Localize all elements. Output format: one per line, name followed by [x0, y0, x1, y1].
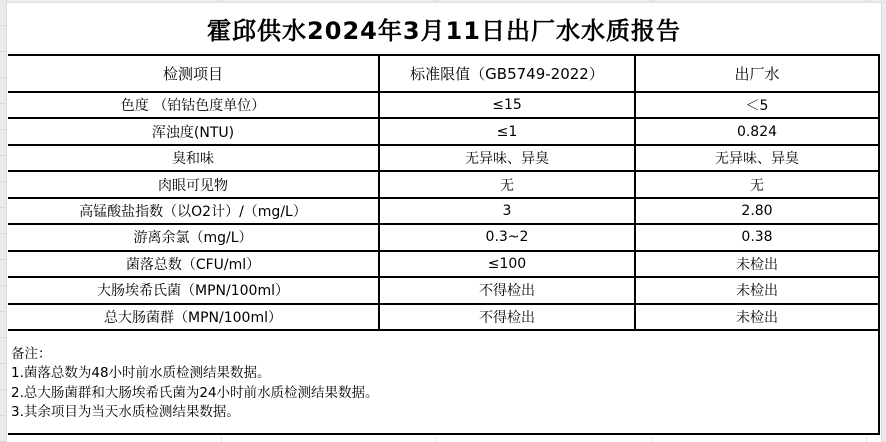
value-cell: 未检出: [634, 305, 878, 329]
value-cell: 2.80: [634, 199, 878, 223]
item-cell: 肉眼可见物: [158, 177, 228, 194]
table-row: [8, 93, 880, 119]
item-cell: 总大肠菌群（MPN/100ml）: [104, 309, 282, 326]
spreadsheet-bottom-margin: [7, 437, 881, 442]
note-line: 3.其余项目为当天水质检测结果数据。: [11, 404, 240, 421]
table-row: [8, 252, 880, 278]
item-cell: 菌落总数（CFU/ml）: [125, 256, 261, 273]
spreadsheet-right-margin: [881, 3, 886, 442]
item-cell: 臭和味: [172, 151, 214, 168]
item-cell: 高锰酸盐指数（以O2计）/（mg/L）: [79, 203, 307, 220]
table-row: [8, 146, 880, 172]
item-cell: 色度 （铂钴色度单位）: [120, 98, 266, 115]
item-cell: 大肠埃希氏菌（MPN/100ml）: [97, 283, 289, 300]
item-cell: 游离余氯（mg/L）: [133, 230, 253, 247]
header-test-item: 检测项目: [162, 65, 223, 83]
value-cell: 未检出: [634, 252, 878, 276]
table-row: [8, 278, 880, 304]
note-line: 1.菌落总数为48小时前水质检测结果数据。: [11, 365, 271, 382]
table-row: [8, 199, 880, 225]
header-standard-limit: 标准限值（GB5749-2022）: [378, 56, 634, 91]
table-row: [8, 305, 880, 331]
value-cell: 无: [634, 172, 878, 196]
limit-cell: 不得检出: [378, 305, 634, 329]
spreadsheet-left-margin: [0, 0, 7, 442]
header-outgoing-water: 出厂水: [634, 56, 878, 91]
table-header-row: [8, 56, 880, 93]
item-cell: 浑浊度(NTU): [151, 124, 235, 141]
limit-cell: 无异味、异臭: [378, 146, 634, 170]
limit-cell: 3: [378, 199, 634, 223]
notes-section: [8, 331, 880, 436]
table-row: [8, 225, 880, 251]
value-cell: 0.824: [634, 119, 878, 143]
notes-label: 备注：: [11, 345, 52, 362]
value-cell: 未检出: [634, 278, 878, 302]
note-line: 2.总大肠菌群和大肠埃希氏菌为24小时前水质检测结果数据。: [11, 384, 379, 401]
value-cell: 无异味、异臭: [634, 146, 878, 170]
table-row: [8, 172, 880, 198]
limit-cell: ≤100: [378, 252, 634, 276]
limit-cell: ≤15: [378, 93, 634, 117]
report-title: 霍邱供水2024年3月11日出厂水水质报告: [8, 3, 880, 56]
value-cell: 0.38: [634, 225, 878, 249]
value-cell: ＜5: [634, 93, 878, 117]
water-quality-report-table: [8, 3, 880, 435]
limit-cell: 0.3~2: [378, 225, 634, 249]
limit-cell: 不得检出: [378, 278, 634, 302]
table-row: [8, 119, 880, 145]
limit-cell: ≤1: [378, 119, 634, 143]
limit-cell: 无: [378, 172, 634, 196]
